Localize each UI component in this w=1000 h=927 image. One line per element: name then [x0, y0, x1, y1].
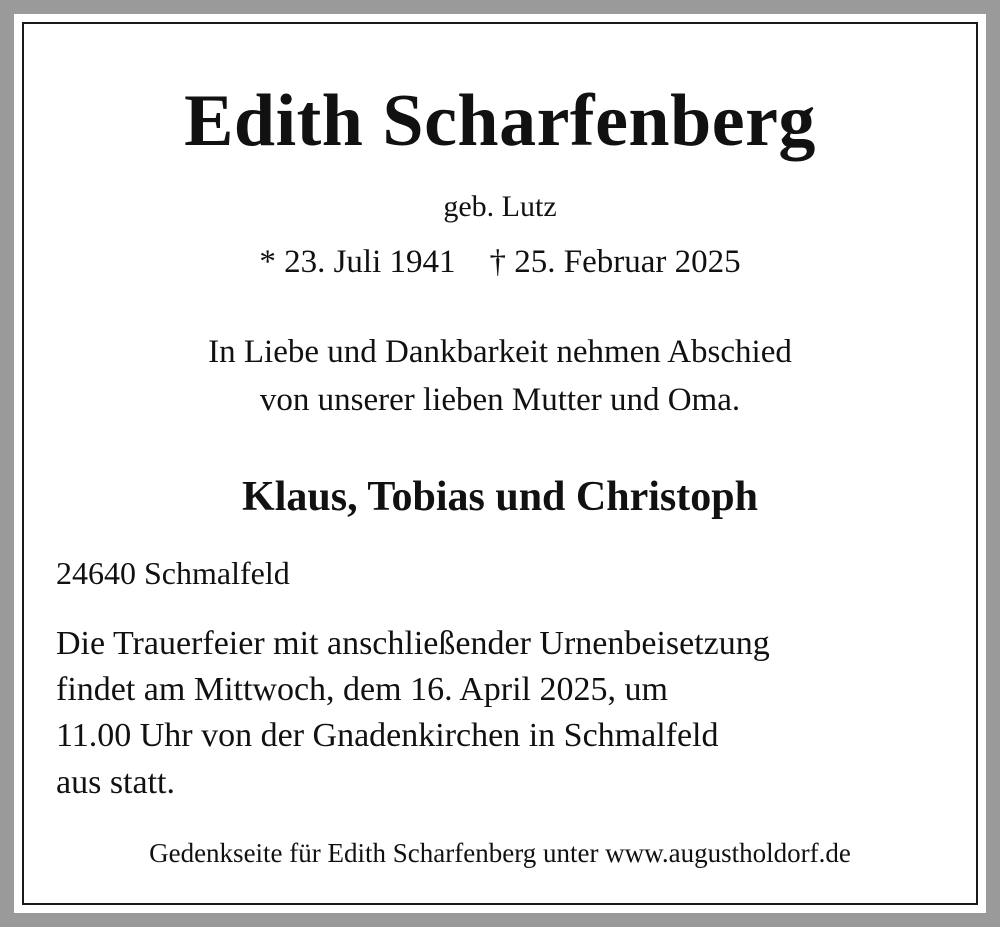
ceremony-line: findet am Mittwoch, dem 16. April 2025, um	[56, 671, 668, 708]
birth-date: * 23. Juli 1941	[259, 244, 456, 280]
memorial-page-link[interactable]: Gedenkseite für Edith Scharfenberg unter www.augustholdorf.de	[149, 838, 851, 868]
ceremony-line: Die Trauerfeier mit anschließender Urnenbeisetzung	[56, 625, 770, 662]
farewell-line: von unserer lieben Mutter und Oma.	[259, 382, 741, 418]
address: 24640 Schmalfeld	[56, 555, 290, 591]
family-names: Klaus, Tobias und Christoph	[242, 474, 758, 520]
life-dates	[14, 246, 986, 279]
deceased-name: Edith Scharfenberg	[184, 80, 816, 162]
ceremony-line: 11.00 Uhr von der Gnadenkirchen in Schmalfeld	[56, 717, 719, 754]
death-date: † 25. Februar 2025	[489, 244, 741, 280]
birth-name: geb. Lutz	[443, 190, 557, 223]
farewell-line: In Liebe und Dankbarkeit nehmen Abschied	[208, 334, 792, 370]
ceremony-line: aus statt.	[56, 764, 175, 801]
obituary-card	[14, 14, 986, 913]
